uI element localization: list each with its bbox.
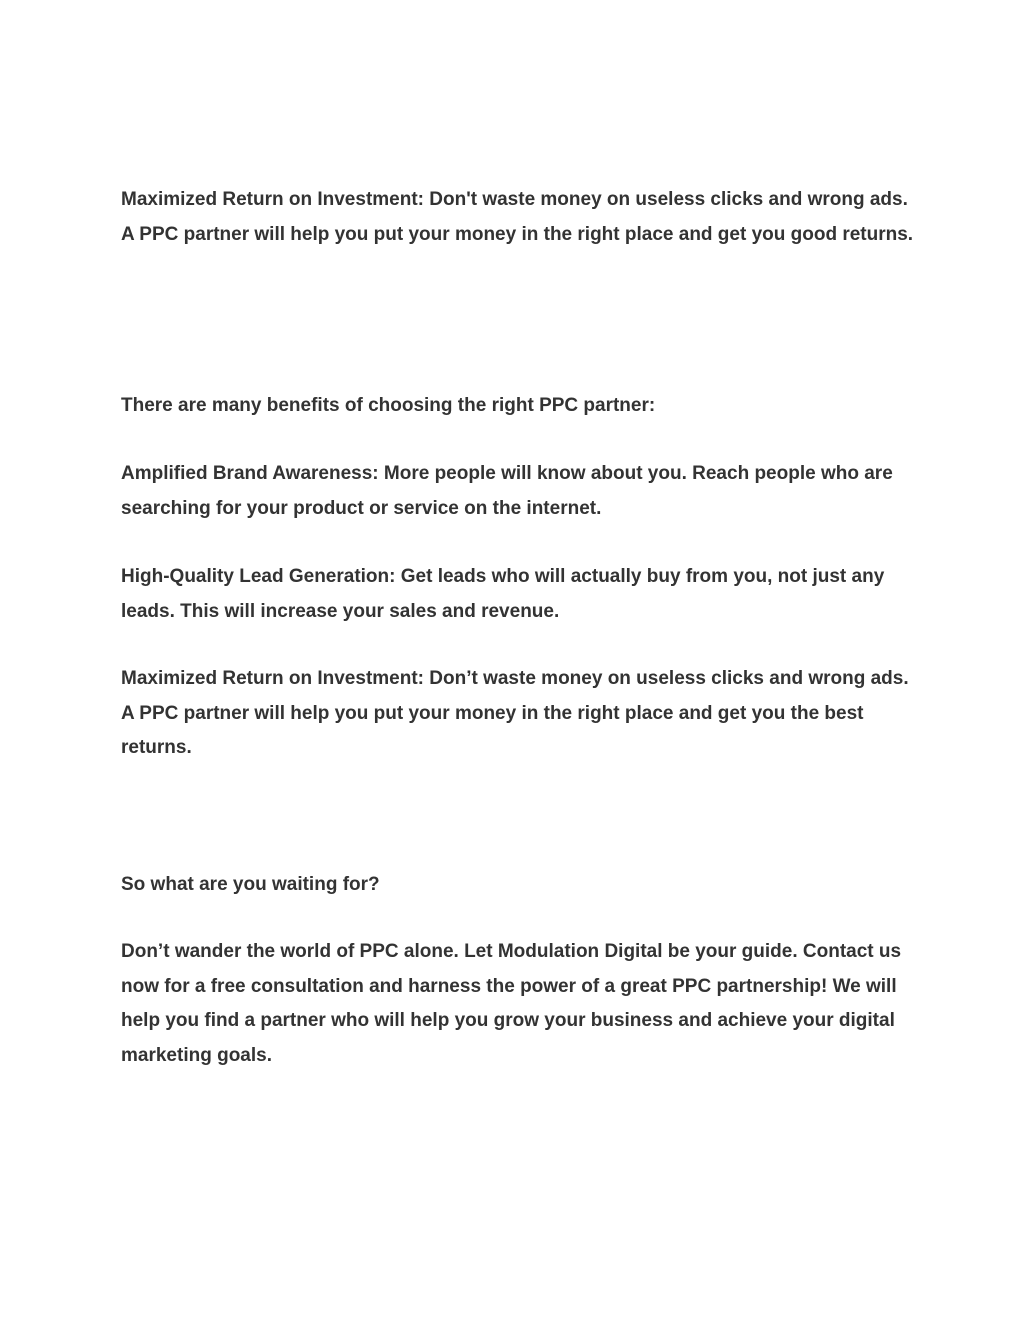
paragraph-question: So what are you waiting for? (121, 874, 380, 895)
paragraph-roi-intro: Maximized Return on Investment: Don't waste money on useless clicks and wrong ads. A PPC partner will help you put your money in the right place and get you good returns. (121, 189, 914, 245)
paragraph-benefits-heading: There are many benefits of choosing the right PPC partner: (121, 395, 656, 416)
paragraph-lead-generation: High-Quality Lead Generation: Get leads who will actually buy from you, not just any leads. This will increase your sales and revenue. (121, 566, 885, 622)
paragraph-brand-awareness: Amplified Brand Awareness: More people will know about you. Reach people who are searching for your product or service on the internet. (121, 463, 893, 519)
paragraph-call-to-action: Don’t wander the world of PPC alone. Let Modulation Digital be your guide. Contact us now for a free consultation and harness the power of a great PPC partnership! We will help you find a partner who will help you grow your business and achieve your digital marketing goals. (121, 941, 902, 1066)
paragraph-roi: Maximized Return on Investment: Don’t waste money on useless clicks and wrong ads. A PPC partner will help you put your money in the right place and get you the best returns. (121, 668, 909, 758)
